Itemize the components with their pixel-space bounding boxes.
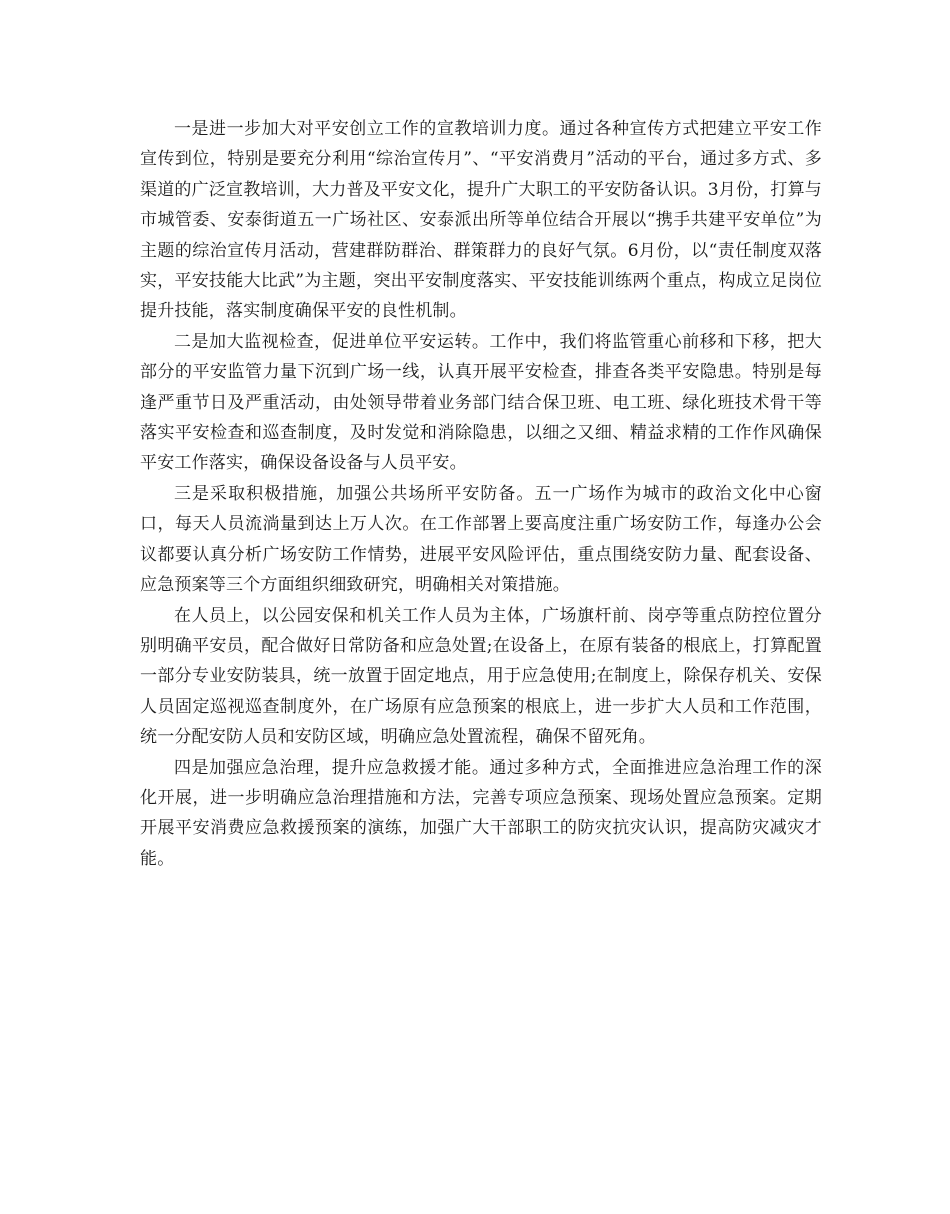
- document-body: [140, 114, 822, 874]
- paragraph-supervision-inspection: 二是加大监视检查，促进单位平安运转。工作中，我们将监管重心前移和下移，把大部分的平安监管力量下沉到广场一线，认真开展平安检查，排查各类平安隐患。特别是每逢严重节日及严重活动，由处领导带着业务部门结合保卫班、电工班、绿化班技术骨干等落实平安检查和巡查制度，及时发觉和消除隐患，以细之又细、精益求精的工作作风确保平安工作落实，确保设备设备与人员平安。: [140, 331, 822, 474]
- paragraph-publicity-training: 一是进一步加大对平安创立工作的宣教培训力度。通过各种宣传方式把建立平安工作宣传到位，特别是要充分利用“综治宣传月”、“平安消费月”活动的平台，通过多方式、多渠道的广泛宣教培训，大力普及平安文化，提升广大职工的平安防备认识。3月份，打算与市城管委、安泰街道五一广场社区、安泰派出所等单位结合开展以“携手共建平安单位”为主题的综治宣传月活动，营建群防群治、群策群力的良好气氛。6月份，以“责任制度双落实，平安技能大比武”为主题，突出平安制度落实、平安技能训练两个重点，构成立足岗位提升技能，落实制度确保平安的良性机制。: [140, 119, 822, 322]
- paragraph-public-place-safety: 三是采取积极措施，加强公共场所平安防备。五一广场作为城市的政治文化中心窗口，每天人员流淌量到达上万人次。在工作部署上要高度注重广场安防工作，每逢办公会议都要认真分析广场安防工作情势，进展平安风险评估，重点围绕安防力量、配套设备、应急预案等三个方面组织细致研究，明确相关对策措施。: [140, 483, 822, 596]
- paragraph-emergency-management: 四是加强应急治理，提升应急救援才能。通过多种方式，全面推进应急治理工作的深化开展，进一步明确应急治理措施和方法，完善专项应急预案、现场处置应急预案。定期开展平安消费应急救援预案的演练，加强广大干部职工的防灾抗灾认识，提高防灾减灾才能。: [140, 757, 822, 869]
- paragraph-personnel-equipment-system: 在人员上，以公园安保和机关工作人员为主体，广场旗杆前、岗亭等重点防控位置分别明确平安员，配合做好日常防备和应急处置;在设备上，在原有装备的根底上，打算配置一部分专业安防装具，统一放置于固定地点，用于应急使用;在制度上，除保存机关、安保人员固定巡视巡查制度外，在广场原有应急预案的根底上，进一步扩大人员和工作范围，统一分配安防人员和安防区域，明确应急处置流程，确保不留死角。: [140, 605, 822, 748]
